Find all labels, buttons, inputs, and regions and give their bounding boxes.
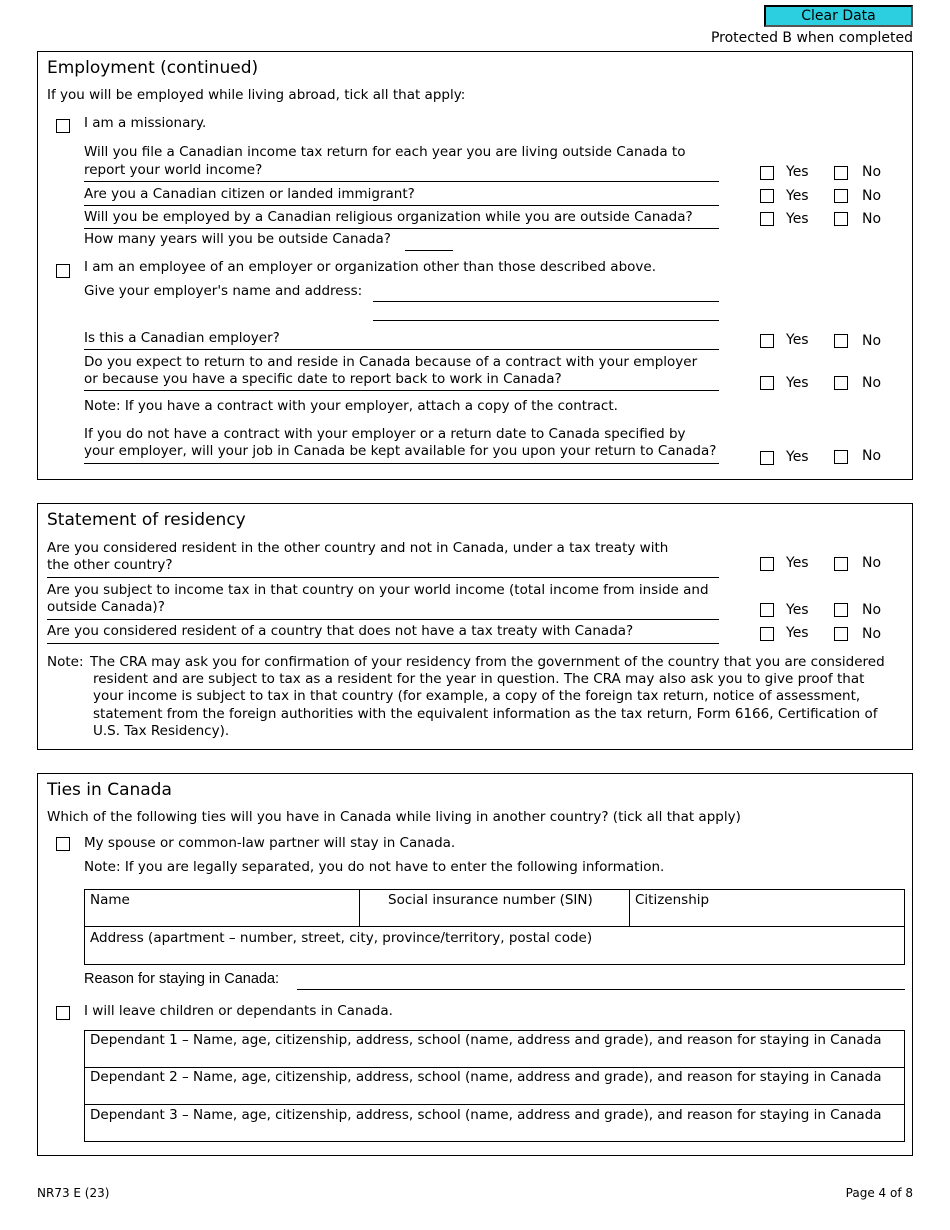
employment-title: Employment (continued) [47,58,259,78]
q-treaty-resident-line2: the other country? [47,557,173,573]
yes-label: Yes [786,164,809,180]
no-label: No [862,555,882,571]
citizen-yes-checkbox[interactable] [760,189,774,203]
q-return-contract-line1: Do you expect to return to and reside in Canada because of a contract with your employer [84,354,698,370]
residency-note-line4: statement from the foreign authorities with the equivalent information as the tax return, Form 6166, Certification of [93,706,878,722]
employer-name-field[interactable] [373,301,719,302]
employer-address-field[interactable] [373,320,719,321]
yes-label: Yes [786,211,809,227]
employee-label: I am an employee of an employer or organization other than those described above. [84,259,656,275]
note-label: Note: [84,398,121,414]
religious-no-checkbox[interactable] [834,212,848,226]
religious-yes-checkbox[interactable] [760,212,774,226]
q-treaty-resident-line1: Are you considered resident in the other country and not in Canada, under a tax treaty with [47,540,669,556]
employment-section [37,51,913,480]
note-text: If you are legally separated, you do not have to enter the following information. [124,859,665,875]
missionary-checkbox[interactable] [56,119,70,133]
separated-note [84,859,664,875]
ties-section [37,773,913,1156]
years-outside-field[interactable] [405,250,453,251]
no-treaty-yes-checkbox[interactable] [760,627,774,641]
residency-section [37,503,913,750]
divider [84,228,719,229]
file-return-no-checkbox[interactable] [834,166,848,180]
citizen-no-checkbox[interactable] [834,189,848,203]
q-job-kept-line2: your employer, will your job in Canada be kept available for you upon your return to Canada? [84,443,717,459]
canadian-employer-yes-checkbox[interactable] [760,334,774,348]
no-label: No [862,448,882,464]
yes-label: Yes [786,375,809,391]
residency-note-label: Note: [47,654,84,670]
q-world-income-line2: outside Canada)? [47,599,165,615]
residency-title: Statement of residency [47,510,246,530]
q-world-income-line1: Are you subject to income tax in that country on your world income (total income from inside and [47,582,709,598]
spouse-citizenship-field[interactable]: Citizenship [635,892,710,908]
world-income-no-checkbox[interactable] [834,603,848,617]
divider [47,619,719,620]
job-kept-no-checkbox[interactable] [834,450,848,464]
dependant-2-field[interactable]: Dependant 2 – Name, age, citizenship, address, school (name, address and grade), and reason for staying in Canada [90,1069,882,1085]
employment-intro: If you will be employed while living abroad, tick all that apply: [47,87,466,103]
treaty-resident-yes-checkbox[interactable] [760,557,774,571]
job-kept-yes-checkbox[interactable] [760,451,774,465]
residency-note-line2: resident and are subject to tax as a resident for the year in question. The CRA may also ask you to give proof that [93,671,865,687]
no-label: No [862,164,882,180]
spouse-name-field[interactable]: Name [90,892,130,908]
employer-name-label: Give your employer's name and address: [84,283,363,299]
spouse-label: My spouse or common-law partner will stay in Canada. [84,835,456,851]
no-label: No [862,188,882,204]
ties-intro: Which of the following ties will you have in Canada while living in another country? (tick all that apply) [47,809,741,825]
missionary-label: I am a missionary. [84,115,207,131]
divider [629,889,630,926]
contract-note [84,398,618,414]
protected-label: Protected B when completed [710,30,913,46]
q-file-return-line1: Will you file a Canadian income tax return for each year you are living outside Canada to [84,144,686,160]
yes-label: Yes [786,602,809,618]
reason-field[interactable] [297,989,905,990]
yes-label: Yes [786,449,809,465]
no-treaty-no-checkbox[interactable] [834,627,848,641]
divider [84,1067,905,1068]
employee-checkbox[interactable] [56,264,70,278]
no-label: No [862,333,882,349]
world-income-yes-checkbox[interactable] [760,603,774,617]
children-checkbox[interactable] [56,1006,70,1020]
clear-data-button[interactable]: Clear Data [764,5,913,27]
residency-note-line3: your income is subject to tax in that country (for example, a copy of the foreign tax return, notice of assessment, [93,688,861,704]
divider [84,1104,905,1105]
dependant-1-field[interactable]: Dependant 1 – Name, age, citizenship, address, school (name, address and grade), and reason for staying in Canada [90,1032,882,1048]
divider [84,463,719,464]
canadian-employer-no-checkbox[interactable] [834,334,848,348]
yes-label: Yes [786,188,809,204]
ties-title: Ties in Canada [47,780,172,800]
note-text: If you have a contract with your employer, attach a copy of the contract. [124,398,618,414]
note-label: Note: [84,859,121,875]
q-religious-org: Will you be employed by a Canadian religious organization while you are outside Canada? [84,209,693,225]
page-number: Page 4 of 8 [845,1186,913,1200]
dependant-3-field[interactable]: Dependant 3 – Name, age, citizenship, address, school (name, address and grade), and reason for staying in Canada [90,1107,882,1123]
q-no-treaty: Are you considered resident of a country that does not have a tax treaty with Canada? [47,623,634,639]
return-contract-yes-checkbox[interactable] [760,376,774,390]
divider [84,181,719,182]
residency-note-line1: The CRA may ask you for confirmation of your residency from the government of the country that you are considered [90,654,885,670]
children-label: I will leave children or dependants in Canada. [84,1003,393,1019]
q-return-contract-line2: or because you have a specific date to report back to work in Canada? [84,371,562,387]
reason-label: Reason for staying in Canada: [84,971,280,987]
residency-note-line5: U.S. Tax Residency). [93,723,230,739]
divider [84,926,905,927]
return-contract-no-checkbox[interactable] [834,376,848,390]
q-citizen: Are you a Canadian citizen or landed immigrant? [84,186,415,202]
yes-label: Yes [786,332,809,348]
yes-label: Yes [786,555,809,571]
form-id: NR73 E (23) [37,1186,110,1200]
divider [84,205,719,206]
no-label: No [862,375,882,391]
spouse-checkbox[interactable] [56,837,70,851]
no-label: No [862,602,882,618]
spouse-sin-field[interactable]: Social insurance number (SIN) [388,892,593,908]
divider [84,349,719,350]
q-years-outside: How many years will you be outside Canada? [84,231,391,247]
divider [359,889,360,926]
yes-label: Yes [786,625,809,641]
q-canadian-employer: Is this a Canadian employer? [84,330,280,346]
no-label: No [862,211,882,227]
file-return-yes-checkbox[interactable] [760,166,774,180]
q-file-return-line2: report your world income? [84,162,263,178]
divider [47,643,719,644]
no-label: No [862,626,882,642]
divider [84,390,719,391]
spouse-address-field[interactable]: Address (apartment – number, street, city, province/territory, postal code) [90,930,593,946]
treaty-resident-no-checkbox[interactable] [834,557,848,571]
q-job-kept-line1: If you do not have a contract with your employer or a return date to Canada specified by [84,426,686,442]
divider [47,577,719,578]
